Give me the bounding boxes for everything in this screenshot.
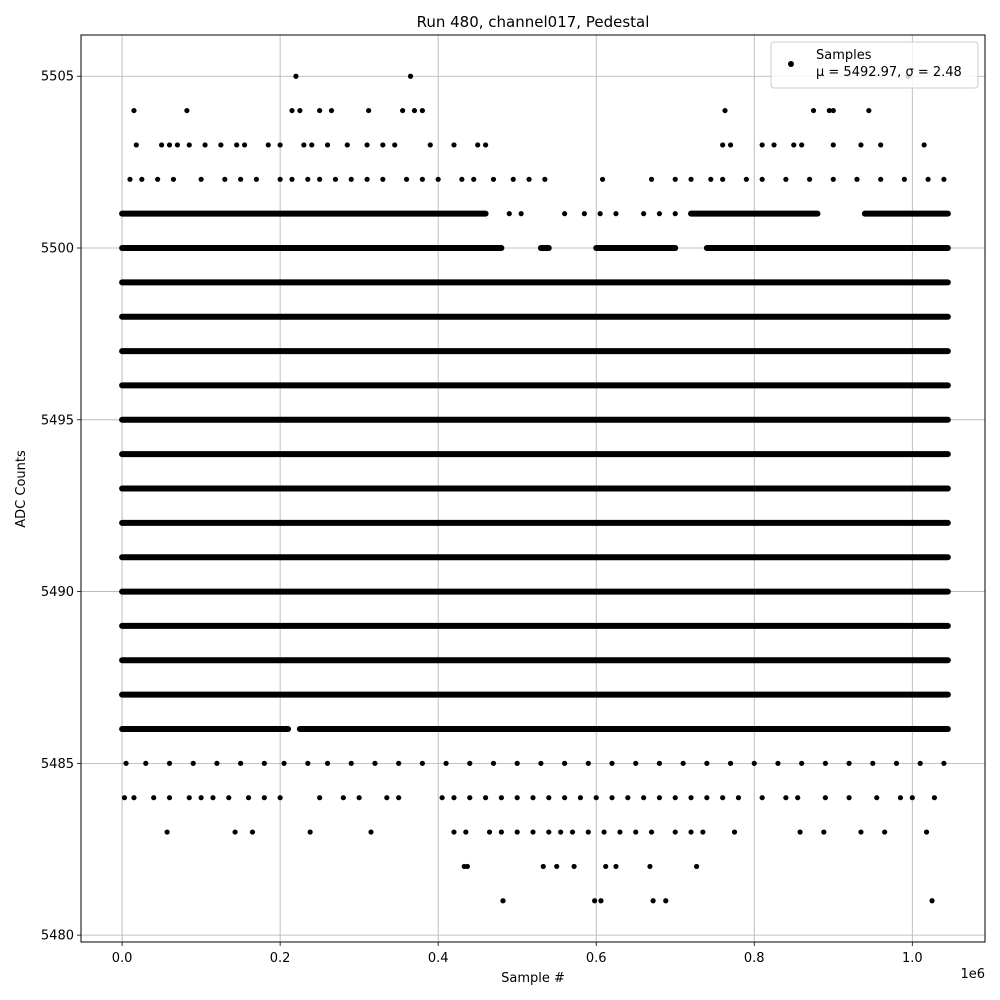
y-axis-label: ADC Counts <box>14 450 29 528</box>
sample-point <box>538 761 543 766</box>
sample-point <box>866 108 871 113</box>
sample-point <box>795 795 800 800</box>
sample-point <box>874 795 879 800</box>
sample-point <box>586 829 591 834</box>
sample-point <box>728 142 733 147</box>
sample-point <box>673 795 678 800</box>
x-tick-label: 0.6 <box>585 951 607 966</box>
sample-point <box>384 795 389 800</box>
sample-point <box>846 795 851 800</box>
sample-point <box>396 795 401 800</box>
sample-point <box>783 795 788 800</box>
chart-title: Run 480, channel017, Pedestal <box>416 13 650 31</box>
sample-point <box>720 795 725 800</box>
sample-point <box>625 795 630 800</box>
sample-point <box>791 142 796 147</box>
sample-point <box>412 108 417 113</box>
sample-point <box>171 177 176 182</box>
sample-point <box>694 864 699 869</box>
sample-point <box>929 898 934 903</box>
x-tick-label: 0.8 <box>743 951 765 966</box>
sample-point <box>586 761 591 766</box>
sample-point <box>451 795 456 800</box>
sample-point <box>542 177 547 182</box>
sample-point <box>526 177 531 182</box>
sample-point <box>465 864 470 869</box>
sample-point <box>708 177 713 182</box>
sample-point <box>760 795 765 800</box>
sample-point <box>368 829 373 834</box>
sample-point <box>483 142 488 147</box>
legend-entry-stats: μ = 5492.97, σ = 2.48 <box>816 65 962 80</box>
sample-point <box>155 177 160 182</box>
sample-point <box>515 761 520 766</box>
sample-point <box>254 177 259 182</box>
sample-point <box>598 211 603 216</box>
sample-point <box>420 108 425 113</box>
sample-point <box>613 864 618 869</box>
sample-point <box>831 142 836 147</box>
sample-point <box>878 142 883 147</box>
sample-point <box>657 761 662 766</box>
sample-point <box>226 795 231 800</box>
sample-point <box>688 829 693 834</box>
sample-point <box>396 761 401 766</box>
sample-point <box>167 795 172 800</box>
sample-point <box>297 108 302 113</box>
sample-point <box>305 177 310 182</box>
sample-point <box>341 795 346 800</box>
sample-point <box>562 761 567 766</box>
sample-point <box>515 829 520 834</box>
sample-point <box>910 795 915 800</box>
sample-point <box>594 795 599 800</box>
sample-point <box>289 108 294 113</box>
sample-point <box>475 142 480 147</box>
sample-point <box>600 177 605 182</box>
sample-point <box>647 864 652 869</box>
sample-point <box>165 829 170 834</box>
sample-point <box>250 829 255 834</box>
sample-point <box>242 142 247 147</box>
sample-point <box>459 177 464 182</box>
sample-point <box>404 177 409 182</box>
sample-point <box>530 829 535 834</box>
x-axis-offset-label: 1e6 <box>960 967 985 982</box>
sample-point <box>898 795 903 800</box>
sample-point <box>364 177 369 182</box>
sample-point <box>222 177 227 182</box>
sample-point <box>704 761 709 766</box>
sample-point <box>325 142 330 147</box>
sample-point <box>858 142 863 147</box>
sample-point <box>657 211 662 216</box>
sample-point <box>139 177 144 182</box>
sample-point <box>451 829 456 834</box>
sample-point <box>436 177 441 182</box>
legend-marker <box>788 61 794 67</box>
sample-point <box>232 829 237 834</box>
sample-point <box>811 108 816 113</box>
sample-point <box>123 761 128 766</box>
sample-point <box>771 142 776 147</box>
sample-point <box>720 177 725 182</box>
sample-point <box>783 177 788 182</box>
sample-point <box>846 761 851 766</box>
sample-point <box>131 108 136 113</box>
sample-point <box>858 829 863 834</box>
sample-point <box>131 795 136 800</box>
sample-point <box>700 829 705 834</box>
sample-point <box>807 177 812 182</box>
sample-point <box>317 177 322 182</box>
sample-point <box>210 795 215 800</box>
sample-point <box>602 829 607 834</box>
sample-point <box>420 177 425 182</box>
sample-point <box>218 142 223 147</box>
sample-point <box>641 211 646 216</box>
sample-point <box>592 898 597 903</box>
sample-point <box>918 761 923 766</box>
sample-point <box>491 761 496 766</box>
sample-point <box>722 108 727 113</box>
x-tick-label: 0.4 <box>427 951 449 966</box>
sample-point <box>941 761 946 766</box>
sample-point <box>463 829 468 834</box>
sample-point <box>483 795 488 800</box>
sample-point <box>541 864 546 869</box>
sample-point <box>752 761 757 766</box>
sample-point <box>821 829 826 834</box>
sample-point <box>471 177 476 182</box>
sample-point <box>151 795 156 800</box>
sample-point <box>159 142 164 147</box>
x-tick-label: 1.0 <box>901 951 923 966</box>
sample-point <box>673 829 678 834</box>
sample-point <box>380 142 385 147</box>
sample-point <box>293 74 298 79</box>
x-axis-label: Sample # <box>501 971 565 986</box>
sample-point <box>562 211 567 216</box>
sample-point <box>688 177 693 182</box>
sample-point <box>530 795 535 800</box>
sample-point <box>305 761 310 766</box>
sample-point <box>289 177 294 182</box>
sample-point <box>281 761 286 766</box>
sample-point <box>278 177 283 182</box>
sample-point <box>932 795 937 800</box>
sample-point <box>775 761 780 766</box>
sample-point <box>926 177 931 182</box>
sample-point <box>651 898 656 903</box>
sample-point <box>831 177 836 182</box>
sample-point <box>309 142 314 147</box>
sample-point <box>443 761 448 766</box>
sample-point <box>122 795 127 800</box>
sample-point <box>127 177 132 182</box>
legend-entry-samples: Samples <box>816 48 872 63</box>
sample-point <box>408 74 413 79</box>
sample-point <box>578 795 583 800</box>
sample-point <box>732 829 737 834</box>
sample-point <box>202 142 207 147</box>
sample-point <box>562 795 567 800</box>
sample-point <box>325 761 330 766</box>
sample-point <box>428 142 433 147</box>
y-tick-label: 5495 <box>40 413 74 429</box>
sample-point <box>582 211 587 216</box>
sample-point <box>329 108 334 113</box>
sample-point <box>278 795 283 800</box>
sample-point <box>571 864 576 869</box>
sample-point <box>823 761 828 766</box>
sample-point <box>598 898 603 903</box>
sample-point <box>924 829 929 834</box>
sample-point <box>301 142 306 147</box>
sample-point <box>894 761 899 766</box>
sample-point <box>199 795 204 800</box>
sample-point <box>392 142 397 147</box>
sample-point <box>854 177 859 182</box>
y-tick-label: 5490 <box>40 585 74 601</box>
sample-point <box>199 177 204 182</box>
sample-point <box>617 829 622 834</box>
sample-point <box>238 761 243 766</box>
sample-point <box>613 211 618 216</box>
sample-point <box>246 795 251 800</box>
sample-point <box>487 829 492 834</box>
sample-point <box>345 142 350 147</box>
sample-point <box>657 795 662 800</box>
sample-point <box>491 177 496 182</box>
sample-point <box>143 761 148 766</box>
y-tick-label: 5485 <box>40 756 74 772</box>
sample-point <box>262 795 267 800</box>
sample-point <box>609 761 614 766</box>
sample-point <box>380 177 385 182</box>
sample-point <box>357 795 362 800</box>
sample-point <box>349 761 354 766</box>
sample-point <box>878 177 883 182</box>
sample-point <box>760 177 765 182</box>
sample-point <box>570 829 575 834</box>
sample-point <box>673 211 678 216</box>
sample-point <box>882 829 887 834</box>
sample-point <box>511 177 516 182</box>
sample-point <box>558 829 563 834</box>
sample-point <box>688 795 693 800</box>
sample-point <box>554 864 559 869</box>
sample-point <box>546 829 551 834</box>
sample-point <box>262 761 267 766</box>
sample-point <box>134 142 139 147</box>
sample-point <box>744 177 749 182</box>
sample-point <box>681 761 686 766</box>
sample-point <box>728 761 733 766</box>
sample-point <box>609 795 614 800</box>
sample-point <box>175 142 180 147</box>
y-tick-label: 5500 <box>40 241 74 257</box>
sample-point <box>451 142 456 147</box>
sample-point <box>308 829 313 834</box>
sample-point <box>184 108 189 113</box>
sample-point <box>760 142 765 147</box>
sample-point <box>467 761 472 766</box>
sample-point <box>603 864 608 869</box>
sample-point <box>649 829 654 834</box>
sample-point <box>736 795 741 800</box>
x-tick-label: 0.0 <box>111 951 133 966</box>
sample-point <box>799 761 804 766</box>
sample-point <box>797 829 802 834</box>
sample-point <box>364 142 369 147</box>
sample-point <box>349 177 354 182</box>
sample-point <box>278 142 283 147</box>
y-tick-label: 5480 <box>40 928 74 944</box>
sample-point <box>633 829 638 834</box>
sample-point <box>167 761 172 766</box>
sample-point <box>266 142 271 147</box>
sample-point <box>870 761 875 766</box>
sample-point <box>720 142 725 147</box>
sample-point <box>400 108 405 113</box>
legend <box>771 42 978 88</box>
sample-point <box>467 795 472 800</box>
sample-point <box>500 898 505 903</box>
sample-point <box>366 108 371 113</box>
sample-point <box>922 142 927 147</box>
sample-point <box>420 761 425 766</box>
sample-point <box>499 829 504 834</box>
x-tick-label: 0.2 <box>269 951 291 966</box>
sample-point <box>317 795 322 800</box>
sample-point <box>187 795 192 800</box>
sample-point <box>440 795 445 800</box>
sample-point <box>187 142 192 147</box>
sample-point <box>663 898 668 903</box>
sample-point <box>941 177 946 182</box>
sample-point <box>519 211 524 216</box>
sample-point <box>507 211 512 216</box>
y-tick-label: 5505 <box>40 69 74 85</box>
sample-point <box>515 795 520 800</box>
sample-point <box>238 177 243 182</box>
sample-point <box>372 761 377 766</box>
sample-point <box>902 177 907 182</box>
sample-point <box>317 108 322 113</box>
sample-point <box>704 795 709 800</box>
sample-point <box>499 795 504 800</box>
sample-point <box>191 761 196 766</box>
sample-point <box>649 177 654 182</box>
sample-point <box>546 795 551 800</box>
sample-point <box>633 761 638 766</box>
sample-point <box>673 177 678 182</box>
sample-point <box>831 108 836 113</box>
sample-point <box>333 177 338 182</box>
sample-point <box>641 795 646 800</box>
sample-point <box>799 142 804 147</box>
sample-point <box>823 795 828 800</box>
sample-point <box>167 142 172 147</box>
sample-point <box>234 142 239 147</box>
sample-point <box>214 761 219 766</box>
